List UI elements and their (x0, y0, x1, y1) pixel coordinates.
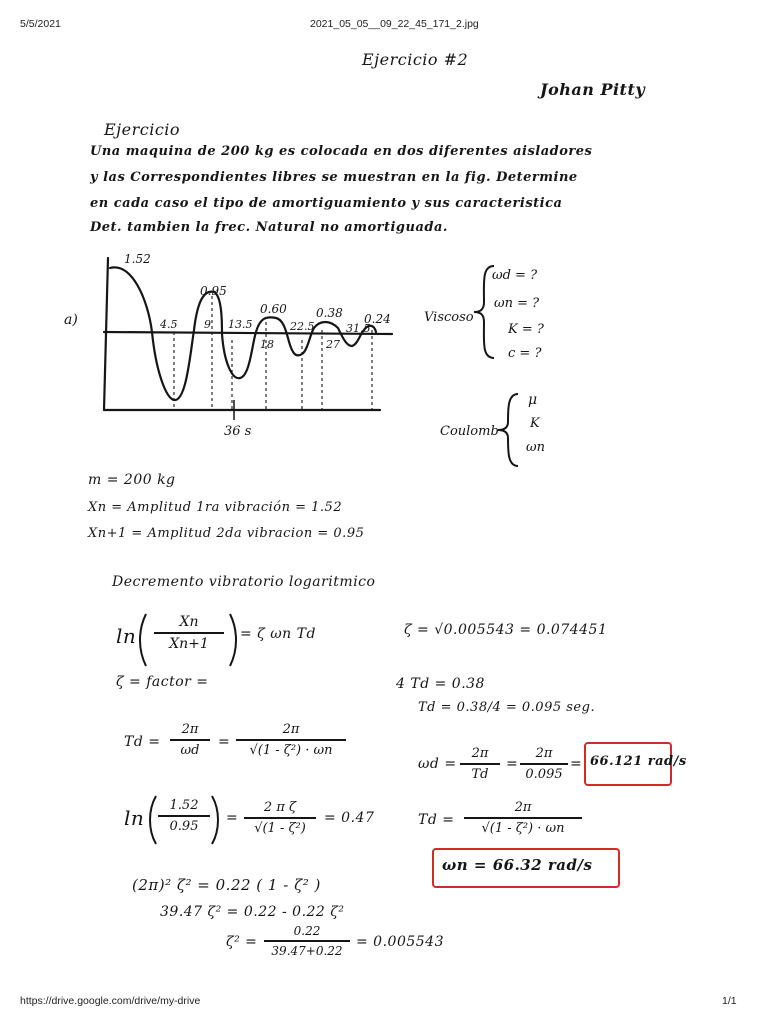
td2-num: 2π (464, 800, 582, 819)
algebra-step-1: (2π)² ζ² = 0.22 ( 1 - ζ² ) (132, 876, 321, 894)
statement-line-4: Det. tambien la frec. Natural no amortiguada. (90, 220, 448, 235)
figure-case-label: a) (64, 312, 78, 328)
td-fraction-1 (170, 722, 210, 758)
wd-equals: = (570, 756, 583, 772)
wd-answer: 66.121 rad/s (590, 754, 687, 769)
crossing-label-2: 9 (204, 318, 211, 331)
crossing-label-5: 22.5 (290, 320, 315, 333)
viscoso-item-k: K = ? (508, 322, 544, 337)
ln2-denominator: 0.95 (169, 819, 199, 834)
ln2-equals: = (226, 810, 239, 826)
statement-line-2: y las Correspondientes libres se muestran en la fig. Determine (90, 170, 578, 185)
ln2-fraction (158, 798, 210, 834)
td2-den: √(1 - ζ²) · ωn (481, 821, 565, 836)
wd-fraction-2-num: 2π (520, 746, 568, 765)
td-equals: = (218, 734, 231, 750)
given-xn: Xn = Amplitud 1ra vibración = 1.52 (88, 500, 343, 515)
statement-line-1: Una maquina de 200 kg es colocada en dos diferentes aisladores (90, 144, 593, 159)
td-lhs: Td = (124, 734, 161, 750)
print-url: https://drive.google.com/drive/my-drive (20, 995, 201, 1007)
td-fraction-1-num: 2π (170, 722, 210, 741)
section-label: Ejercicio (104, 120, 181, 139)
author-name: Johan Pitty (540, 80, 646, 99)
peak-label-5: 0.24 (364, 312, 391, 326)
ln2-rhs-fraction (244, 800, 316, 836)
ln-fraction (154, 614, 224, 652)
peak-label-3: 0.60 (260, 302, 287, 316)
crossing-label-4: 18 (260, 338, 274, 351)
print-page-number: 1/1 (722, 995, 737, 1007)
ln2-rhs-den: √(1 - ζ²) (254, 821, 306, 836)
viscoso-item-wd: ωd = ? (492, 268, 538, 283)
ln-denominator: Xn+1 (169, 636, 209, 652)
ln-symbol: ln (116, 624, 137, 648)
algebra-step-2: 39.47 ζ² = 0.22 - 0.22 ζ² (160, 904, 345, 920)
wd-dot: = (506, 756, 519, 772)
wd-lhs: ωd = (418, 756, 457, 772)
algebra-step-3-fraction (264, 924, 350, 958)
algebra-step-3-num: 0.22 (264, 924, 350, 942)
coulomb-item-wn: ωn (526, 440, 545, 455)
print-filename: 2021_05_05__09_22_45_171_2.jpg (310, 18, 479, 30)
coulomb-brace-icon (494, 390, 524, 470)
given-xn1: Xn+1 = Amplitud 2da vibracion = 0.95 (88, 526, 365, 541)
wd-fraction-2 (520, 746, 568, 782)
td-value-line: Td = 0.38/4 = 0.095 seg. (418, 700, 596, 715)
viscoso-label: Viscoso (424, 310, 474, 325)
coulomb-item-mu: μ (528, 392, 538, 408)
crossing-label-1: 4.5 (160, 318, 178, 331)
ln2-result: = 0.47 (324, 810, 375, 826)
ln-rhs: = ζ ωn Td (240, 626, 316, 642)
td-fraction-2-den: √(1 - ζ²) · ωn (249, 743, 333, 758)
td-fraction-2 (236, 722, 346, 758)
wd-fraction-1-den: Td (471, 767, 489, 782)
crossing-label-6: 27 (326, 338, 340, 351)
coulomb-label: Coulomb (440, 424, 499, 439)
wn-answer: ωn = 66.32 rad/s (442, 856, 593, 874)
algebra-step-3-result: = 0.005543 (356, 934, 444, 950)
zeta-result: ζ = √0.005543 = 0.074451 (404, 622, 608, 638)
td2-fraction (464, 800, 582, 836)
ln-numerator: Xn (154, 614, 224, 634)
td2-lhs: Td = (418, 812, 455, 828)
coulomb-item-k: K (530, 416, 540, 431)
decrement-heading: Decremento vibratorio logaritmico (112, 574, 376, 590)
wd-fraction-2-den: 0.095 (525, 767, 563, 782)
zeta-factor-line: ζ = factor = (116, 674, 209, 690)
wd-fraction-1-num: 2π (460, 746, 500, 765)
td-fraction-1-den: ωd (180, 743, 200, 758)
ln2-symbol: ln (124, 806, 145, 830)
wd-fraction-1 (460, 746, 500, 782)
four-td-line: 4 Td = 0.38 (396, 676, 485, 692)
given-mass: m = 200 kg (88, 472, 176, 488)
crossing-label-3: 13.5 (228, 318, 253, 331)
peak-label-1: 1.52 (124, 252, 151, 266)
statement-line-3: en cada caso el tipo de amortiguamiento y sus caracteristica (90, 196, 563, 211)
print-date: 5/5/2021 (20, 18, 61, 30)
td-fraction-2-num: 2π (236, 722, 346, 741)
peak-label-4: 0.38 (316, 306, 343, 320)
exercise-title: Ejercicio #2 (362, 50, 469, 69)
duration-label: 36 s (224, 424, 252, 439)
ln2-numerator: 1.52 (158, 798, 210, 817)
ln2-rhs-num: 2 π ζ (244, 800, 316, 819)
viscoso-item-wn: ωn = ? (494, 296, 540, 311)
plot-vertical-axis (104, 258, 108, 410)
peak-label-2: 0.95 (200, 284, 227, 298)
algebra-step-3-lhs: ζ² = (226, 934, 258, 950)
viscoso-item-c: c = ? (508, 346, 542, 361)
crossing-label-7: 31.5 (346, 322, 371, 335)
algebra-step-3-den: 39.47+0.22 (271, 944, 343, 958)
